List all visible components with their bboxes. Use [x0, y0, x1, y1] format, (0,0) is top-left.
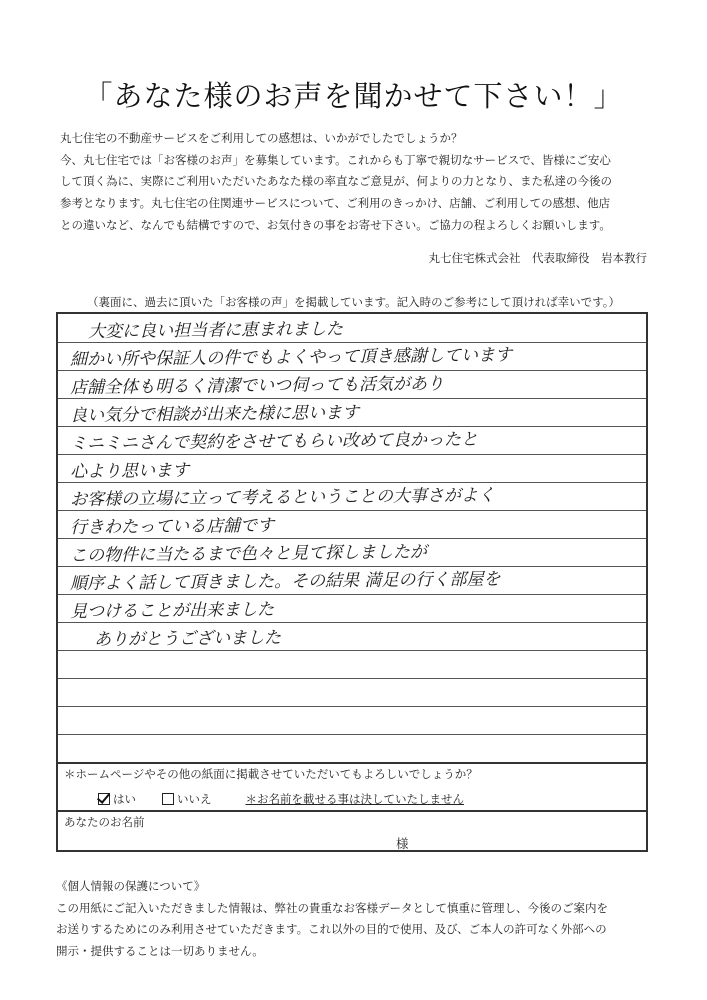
permission-yes-option[interactable]	[98, 791, 136, 807]
ruled-line	[58, 678, 646, 679]
ruled-line	[58, 650, 646, 651]
name-privacy-note: ＊お名前を載せる事は決していたしません	[245, 792, 464, 806]
handwritten-comment-line: 大変に良い担当者に恵まれました	[87, 319, 344, 342]
honorific-suffix: 様	[396, 836, 409, 851]
handwritten-comment-line: 見つけることが出来ました	[69, 599, 275, 622]
section-divider	[58, 810, 646, 812]
ruled-line	[58, 510, 646, 511]
intro-line: との違いなど、なんでも結構ですので、お気付きの事をお寄せ下さい。ご協力の程よろしくお願いします。	[60, 217, 611, 232]
handwritten-comment-line: ありがとうございました	[93, 628, 282, 650]
reference-note: （裏面に、過去に頂いた「お客様の声」を掲載しています。記入時のご参考にして頂ければ幸いです。）	[87, 295, 620, 309]
privacy-line: 開示・提供することは一切ありません。	[56, 943, 264, 958]
permission-no-option[interactable]	[162, 791, 212, 807]
ruled-line	[58, 706, 646, 707]
ruled-line	[58, 454, 646, 455]
handwritten-comment-line: ミニミニさんで契約をさせてもらい改めて良かったと	[69, 429, 479, 454]
page-title: 「あなた様のお声を聞かせて下さい！」	[83, 79, 624, 113]
handwritten-comment-line: 細かい所や保証人の件でもよくやって頂き感謝しています	[69, 345, 513, 370]
privacy-line: お送りするためにのみ利用させていただきます。これ以外の目的で使用、及び、ご本人の許可なく外部への	[56, 922, 607, 936]
intro-text	[60, 128, 650, 237]
privacy-line: この用紙にご記入いただきました情報は、弊社の貴重なお客様データとして慎重に管理し、今後のご案内を	[56, 900, 608, 915]
intro-line: 丸七住宅の不動産サービスをご利用しての感想は、いかがでしたでしょうか？	[60, 131, 463, 145]
company-signature: 丸七住宅株式会社 代表取締役 岩本教行	[428, 251, 647, 265]
yes-label: はい	[113, 792, 136, 806]
intro-line: して頂く為に、実際にご利用いただいたあなた様の率直なご意見が、何よりの力となり、また私達の今後の	[60, 174, 612, 189]
handwritten-comment-line: 心より思います	[69, 460, 190, 482]
handwritten-comment-line: 行きわたっている店舗です	[69, 515, 275, 538]
handwritten-comment-line: 店舗全体も明るく清潔でいつ伺っても活気があり	[69, 374, 445, 398]
intro-line: 参考となります。丸七住宅の住関連サービスについて、ご利用のきっかけ、店舗、ご利用しての感想、他店	[60, 196, 611, 211]
intro-line: 今、丸七住宅では「お客様のお声」を募集しています。これからも丁寧で親切なサービスで、皆様にご安心	[60, 152, 611, 167]
ruled-line	[58, 622, 646, 623]
yes-checkbox[interactable]	[98, 793, 110, 805]
ruled-line	[58, 594, 646, 595]
handwritten-comment-line: お客様の立場に立って考えるということの大事さがよく	[69, 485, 496, 510]
permission-question: ＊ホームページやその他の紙面に掲載させていただいてもよろしいでしょうか？	[64, 767, 478, 781]
no-checkbox[interactable]	[162, 793, 174, 805]
section-divider	[58, 762, 646, 764]
handwritten-comment-line: この物件に当たるまで色々と見て探しましたが	[69, 542, 428, 566]
privacy-heading: 《個人情報の保護について》	[56, 879, 206, 893]
handwritten-comment-line: 順序よく話して頂きました。その結果 満足の行く部屋を	[69, 569, 501, 594]
name-field-label: あなたのお名前	[64, 815, 145, 829]
permission-choices	[98, 791, 464, 807]
privacy-notice	[56, 876, 668, 962]
no-label: いいえ	[177, 792, 212, 806]
handwritten-comment-line: 良い気分で相談が出来た様に思います	[69, 402, 360, 426]
comment-form	[56, 312, 648, 852]
ruled-line	[58, 734, 646, 735]
